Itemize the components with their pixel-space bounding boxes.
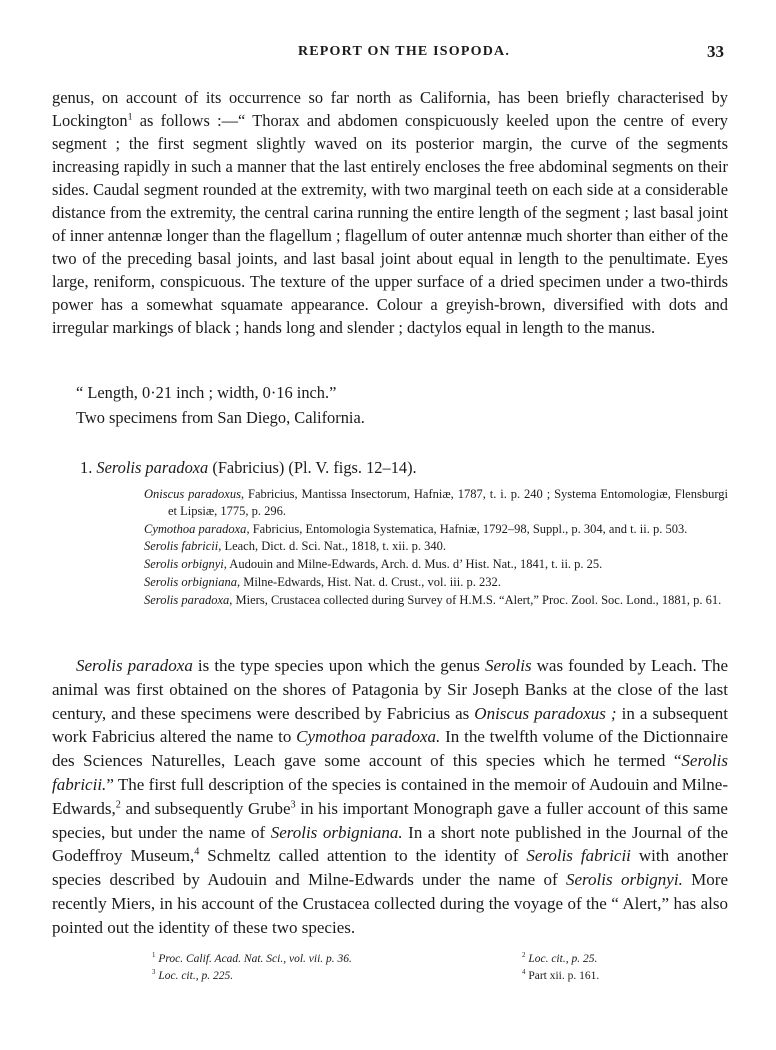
synonymy-entry [144, 592, 728, 609]
synonym-name: Oniscus paradoxus [144, 487, 241, 501]
length-line: “ Length, 0·21 inch ; width, 0·16 inch.” [76, 383, 337, 402]
paragraph-text: genus, on account of its occurrence so far north as California, has been briefly characterised by Lockington [52, 88, 728, 130]
footnote-ref: 2 [115, 799, 121, 811]
paragraph-serolis-history [52, 654, 728, 940]
footnote-column-right [522, 951, 722, 985]
footnote-text: Loc. cit., p. 25. [528, 953, 598, 965]
synonymy-entry [144, 556, 728, 573]
paragraph-text: In the twelfth volume of the Dictionnaire des Sciences Naturelles, Leach gave some account of this species which he termed “ [52, 727, 728, 771]
specimens-line: Two specimens from San Diego, California. [76, 408, 365, 427]
synonym-reference: , Fabricius, Mantissa Insectorum, Hafniæ, 1787, t. i. p. 240 ; Systema Entomologiæ, Flensburgi et Lipsiæ, 1775, p. 296. [168, 487, 728, 518]
footnote-mark: 1 [152, 952, 156, 960]
species-mention: Serolis fabricii. [52, 751, 728, 794]
synonym-reference: , Leach, Dict. d. Sci. Nat., 1818, t. xii. p. 340. [218, 539, 446, 554]
synonymy-entry [144, 538, 728, 555]
synonymy-list [144, 486, 728, 610]
footnote-text: Part xii. p. 161. [528, 970, 600, 982]
synonym-reference: , Miers, Crustacea collected during Survey of H.M.S. “Alert,” Proc. Zool. Soc. Lond., 1881, p. 61. [229, 592, 722, 607]
footnote-text: Loc. cit., p. 225. [158, 970, 234, 982]
species-mention: Serolis orbignyi. [566, 870, 683, 890]
footnote-ref: 1 [127, 111, 133, 123]
species-authority: (Fabricius) (Pl. V. figs. 12–14). [208, 458, 417, 477]
footnote-ref: 4 [194, 846, 200, 858]
paragraph-text: in a subsequent work Fabricius altered the name to [52, 703, 728, 747]
footnote [152, 951, 452, 968]
paragraph-text: as follows :—“ Thorax and abdomen conspicuously keeled upon the centre of every segment ; the first segment slightly waved on its posterior margin, the curve of the segments increasing rapidly in such a manner that the last entirely encloses the free abdominal segments on their sides. Caudal segment rounded at the extremity, with two marginal teeth on each side at a considerable distance from the extremity, the central carina running the entire length of the segment ; last basal joint of inner antennæ longer than the flagellum ; flagellum of outer antennæ much shorter than either of the two of the preceding basal joints, and last basal joint about equal in length to the penultimate. Eyes large, reniform, conspicuous. The texture of the upper surface of a dried specimen under a two-thirds power has a somewhat squamate appearance. Colour a greyish-brown, diversified with dots and irregular markings of black ; hands long and slender ; dactylos equal in length to the manus. [52, 111, 728, 337]
synonymy-entry [144, 574, 728, 591]
footnote-column-left [152, 951, 452, 985]
species-mention: Serolis paradoxa [76, 656, 193, 675]
paragraph-text: is the type species upon which the genus [192, 656, 485, 675]
footnote [522, 951, 722, 968]
paragraph-text: was founded by Leach. The animal was first obtained on the shores of Patagonia by Sir Joseph Banks at the close of the last century, and these specimens were described by Fabricius as [52, 656, 728, 723]
species-mention: Serolis fabricii [526, 846, 631, 866]
synonym-reference: , Milne-Edwards, Hist. Nat. d. Crust., vol. iii. p. 232. [236, 574, 501, 589]
synonym-name: Serolis paradoxa [144, 592, 230, 607]
genus-mention: Serolis [484, 656, 532, 675]
paragraph-text: in his important Monograph gave a fuller account of this same species, but under the name of [52, 798, 728, 842]
synonym-reference: , Fabricius, Entomologia Systematica, Hafniæ, 1792–98, Suppl., p. 304, and t. ii. p. 503. [246, 521, 688, 536]
species-mention: Cymothoa paradoxa. [296, 727, 441, 747]
synonymy-entry [144, 486, 728, 520]
species-mention: Oniscus paradoxus ; [474, 703, 617, 723]
synonym-name: Serolis fabricii [144, 539, 219, 554]
species-mention: Serolis orbigniana. [270, 822, 403, 842]
footnote [152, 968, 452, 985]
footnote-text: Proc. Calif. Acad. Nat. Sci., vol. vii. p. 36. [158, 953, 352, 965]
paragraph-lockington-description [52, 86, 728, 339]
synonym-name: Serolis orbigniana [144, 574, 237, 589]
footnote [522, 968, 722, 985]
paragraph-text: with another species described by Audouin and Milne-Edwards under the name of [52, 846, 729, 890]
synonym-reference: , Audouin and Milne-Edwards, Arch. d. Mus. d’ Hist. Nat., 1841, t. ii. p. 25. [223, 557, 603, 572]
footnote-ref: 3 [290, 799, 296, 811]
species-number: 1. [80, 458, 93, 477]
page-number: 33 [707, 42, 724, 61]
paragraph-text: ” The first full description of the species is contained in the memoir of Audouin and Milne-Edwards, [52, 774, 728, 818]
synonym-name: Cymothoa paradoxa [144, 521, 247, 536]
synonym-name: Serolis orbignyi [144, 557, 224, 572]
running-head: REPORT ON THE ISOPODA. [297, 44, 511, 59]
paragraph-text: Schmeltz called attention to the identity of [199, 846, 527, 866]
paragraph-text: In a short note published in the Journal of the Godeffroy Museum, [52, 822, 728, 866]
synonymy-entry [144, 521, 728, 538]
species-heading [80, 458, 417, 478]
footnote-mark: 4 [522, 969, 526, 977]
species-name: Serolis paradoxa [96, 458, 209, 477]
paragraph-text: More recently Miers, in his account of the Crustacea collected during the voyage of the “ Alert,” has also pointed out the identity of these two species. [52, 870, 728, 937]
paragraph-text: and subsequently Grube [120, 798, 291, 818]
footnote-mark: 3 [152, 969, 156, 977]
footnote-mark: 2 [522, 952, 526, 960]
